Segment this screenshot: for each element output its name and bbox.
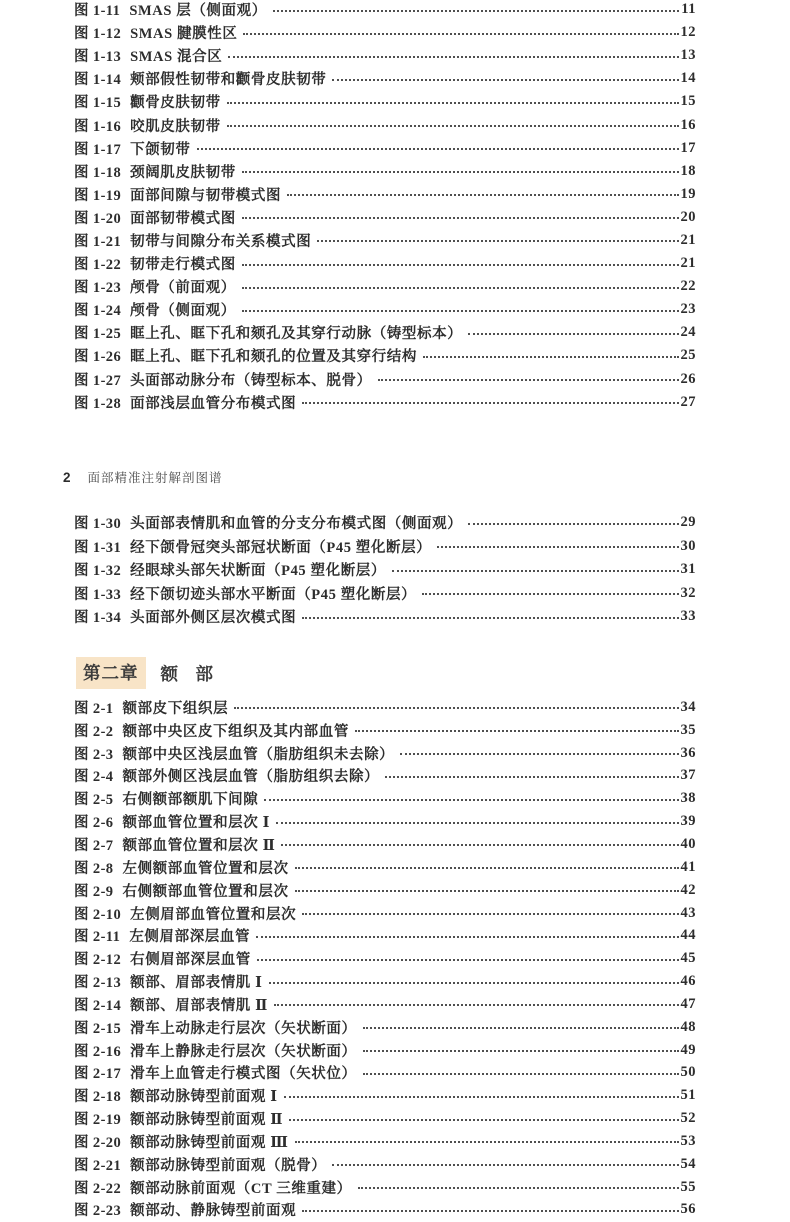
figure-label: 图 1-27 (74, 372, 122, 389)
figure-label: 图 1-11 (74, 3, 121, 20)
dot-leader (363, 1073, 679, 1075)
page-number: 25 (680, 347, 696, 364)
toc-entry (74, 1039, 696, 1062)
page-number: 56 (680, 1201, 696, 1218)
page-number: 34 (680, 698, 696, 715)
toc-entry (74, 21, 696, 44)
figure-label: 图 2-1 (74, 700, 114, 717)
toc-entry (74, 206, 696, 229)
figure-title: 头面部动脉分布（铸型标本、脱骨） (130, 372, 372, 389)
figure-label: 图 2-9 (74, 883, 114, 900)
page-number: 52 (680, 1110, 696, 1127)
figure-title: 颧骨皮肤韧带 (130, 95, 221, 112)
toc-section-chapter1-part1 (74, 0, 696, 414)
figure-label: 图 2-6 (74, 815, 114, 832)
figure-label: 图 1-17 (74, 141, 122, 158)
figure-label: 图 2-2 (74, 723, 114, 740)
page-number: 20 (680, 208, 696, 225)
dot-leader (242, 287, 679, 289)
dot-leader (287, 194, 678, 196)
figure-label: 图 2-15 (74, 1020, 122, 1037)
page-number: 53 (680, 1132, 696, 1149)
figure-label: 图 2-19 (74, 1112, 122, 1129)
dot-leader (257, 959, 679, 961)
page-number: 36 (680, 744, 696, 761)
dot-leader (242, 264, 679, 266)
dot-leader (302, 617, 678, 619)
figure-title: 右侧额部额肌下间隙 (122, 792, 259, 809)
page-number: 15 (680, 93, 696, 110)
toc-entry (74, 321, 696, 344)
page-number: 30 (680, 537, 696, 554)
dot-leader (302, 1210, 678, 1212)
toc-entry (74, 511, 696, 535)
dot-leader (363, 1027, 679, 1029)
page-number: 35 (680, 721, 696, 738)
figure-label: 图 2-23 (74, 1203, 122, 1220)
chapter-heading (76, 657, 213, 689)
figure-title: 眶上孔、眶下孔和颏孔的位置及其穿行结构 (130, 349, 418, 366)
figure-title: 经下颌切迹头部水平断面（P45 塑化断层） (130, 586, 417, 603)
toc-entry (74, 1199, 696, 1222)
page-number: 46 (680, 973, 696, 990)
figure-title: 眶上孔、眶下孔和颏孔及其穿行动脉（铸型标本） (130, 326, 463, 343)
dot-leader (355, 730, 679, 732)
figure-title: 头面部外侧区层次模式图 (130, 610, 297, 627)
page-number: 31 (680, 561, 696, 578)
page-number: 11 (681, 1, 696, 18)
toc-entry (74, 391, 696, 414)
figure-title: 颈阔肌皮肤韧带 (130, 164, 236, 181)
page-number: 18 (680, 162, 696, 179)
toc-entry (74, 535, 696, 559)
dot-leader (274, 1004, 679, 1006)
toc-entry (74, 160, 696, 183)
page-number: 38 (680, 790, 696, 807)
page-number: 16 (680, 116, 696, 133)
figure-label: 图 1-32 (74, 563, 122, 580)
figure-label: 图 1-28 (74, 395, 122, 412)
page-number: 26 (680, 370, 696, 387)
page-number: 22 (680, 278, 696, 295)
page-number: 48 (680, 1018, 696, 1035)
page-number: 55 (680, 1178, 696, 1195)
toc-entry (74, 696, 696, 719)
dot-leader (302, 913, 678, 915)
toc-entry (74, 368, 696, 391)
toc-entry (74, 1016, 696, 1039)
figure-title: 韧带与间隙分布关系模式图 (130, 233, 312, 250)
dot-leader (295, 1141, 679, 1143)
page-number: 43 (680, 904, 696, 921)
figure-title: 咬肌皮肤韧带 (130, 118, 221, 135)
dot-leader (284, 1096, 679, 1098)
figure-label: 图 1-18 (74, 164, 122, 181)
toc-entry (74, 993, 696, 1016)
chapter-title: 额 部 (160, 663, 213, 684)
header-book-title: 面部精准注射解剖图谱 (87, 471, 223, 485)
toc-entry (74, 344, 696, 367)
page-number: 37 (680, 767, 696, 784)
dot-leader (256, 936, 678, 938)
figure-label: 图 1-23 (74, 280, 122, 297)
page-number: 12 (680, 24, 696, 41)
figure-label: 图 1-33 (74, 586, 122, 603)
dot-leader (295, 890, 679, 892)
page-number: 29 (680, 514, 696, 531)
page-number: 21 (680, 231, 696, 248)
figure-label: 图 1-14 (74, 72, 122, 89)
toc-entry (74, 902, 696, 925)
dot-leader (385, 776, 678, 778)
figure-title: 额部动脉前面观（CT 三维重建） (130, 1180, 352, 1197)
toc-section-chapter1-part2 (74, 511, 696, 629)
toc-entry (74, 947, 696, 970)
toc-entry (74, 1107, 696, 1130)
dot-leader (273, 10, 679, 12)
page-number: 44 (680, 927, 696, 944)
toc-entry (74, 275, 696, 298)
page-number: 32 (680, 584, 696, 601)
toc-entry (74, 582, 696, 606)
page-number: 14 (680, 70, 696, 87)
toc-entry (74, 90, 696, 113)
page-number: 23 (680, 301, 696, 318)
figure-label: 图 1-34 (74, 610, 122, 627)
figure-label: 图 2-14 (74, 997, 122, 1014)
dot-leader (423, 356, 678, 358)
page-number: 41 (680, 858, 696, 875)
figure-label: 图 2-17 (74, 1066, 122, 1083)
page-number: 50 (680, 1064, 696, 1081)
dot-leader (358, 1187, 679, 1189)
dot-leader (468, 523, 678, 525)
page-number: 39 (680, 813, 696, 830)
figure-label: 图 1-16 (74, 118, 122, 135)
figure-label: 图 2-3 (74, 746, 114, 763)
dot-leader (227, 125, 679, 127)
toc-entry (74, 924, 696, 947)
figure-label: 图 2-16 (74, 1043, 122, 1060)
toc-entry (74, 719, 696, 742)
dot-leader (332, 79, 678, 81)
figure-label: 图 2-18 (74, 1089, 122, 1106)
figure-title: 右侧额部血管位置和层次 (122, 883, 289, 900)
toc-entry (74, 1084, 696, 1107)
figure-label: 图 1-26 (74, 349, 122, 366)
figure-title: 经下颌骨冠突头部冠状断面（P45 塑化断层） (130, 539, 432, 556)
figure-title: 额部、眉部表情肌 Ⅱ (130, 997, 268, 1014)
dot-leader (227, 102, 679, 104)
figure-label: 图 2-20 (74, 1134, 122, 1151)
toc-entry (74, 787, 696, 810)
header-page-number: 2 (63, 470, 71, 485)
figure-label: 图 1-21 (74, 233, 122, 250)
figure-title: 额部中央区皮下组织及其内部血管 (122, 723, 349, 740)
dot-leader (422, 593, 678, 595)
toc-entry (74, 183, 696, 206)
toc-entry (74, 765, 696, 788)
toc-entry (74, 1153, 696, 1176)
figure-title: 颅骨（前面观） (130, 280, 236, 297)
dot-leader (317, 240, 678, 242)
dot-leader (400, 753, 678, 755)
toc-entry (74, 298, 696, 321)
figure-title: SMAS 混合区 (130, 49, 223, 66)
dot-leader (242, 171, 679, 173)
dot-leader (437, 546, 678, 548)
dot-leader (392, 570, 679, 572)
dot-leader (269, 982, 679, 984)
figure-title: 额部血管位置和层次 Ⅱ (122, 837, 276, 854)
figure-title: 颊部假性韧带和颧骨皮肤韧带 (130, 72, 327, 89)
toc-entry (74, 67, 696, 90)
toc-entry (74, 252, 696, 275)
figure-label: 图 1-25 (74, 326, 122, 343)
figure-title: 左侧额部血管位置和层次 (122, 860, 289, 877)
toc-entry (74, 605, 696, 629)
page-number: 47 (680, 995, 696, 1012)
page-number: 21 (680, 255, 696, 272)
figure-label: 图 1-24 (74, 303, 122, 320)
figure-title: 头面部表情肌和血管的分支分布模式图（侧面观） (130, 516, 463, 533)
toc-entry (74, 1176, 696, 1199)
figure-label: 图 2-11 (74, 929, 121, 946)
figure-label: 图 2-21 (74, 1157, 122, 1174)
page-number: 24 (680, 324, 696, 341)
figure-label: 图 2-13 (74, 975, 122, 992)
page-number: 13 (680, 47, 696, 64)
figure-label: 图 2-12 (74, 952, 122, 969)
figure-title: 下颌韧带 (130, 141, 191, 158)
figure-label: 图 1-15 (74, 95, 122, 112)
page-number: 49 (680, 1041, 696, 1058)
page-number: 19 (680, 185, 696, 202)
page-number: 40 (680, 835, 696, 852)
figure-title: 左侧眉部血管位置和层次 (130, 906, 297, 923)
toc-entry (74, 1062, 696, 1085)
figure-title: 额部中央区浅层血管（脂肪组织未去除） (122, 746, 395, 763)
page-number: 54 (680, 1155, 696, 1172)
toc-entry (74, 856, 696, 879)
figure-title: 额部、眉部表情肌 Ⅰ (130, 975, 263, 992)
dot-leader (289, 1119, 678, 1121)
dot-leader (468, 333, 678, 335)
figure-title: 额部皮下组织层 (122, 700, 229, 717)
toc-entry (74, 742, 696, 765)
toc-entry (74, 558, 696, 582)
figure-title: 右侧眉部深层血管 (130, 952, 251, 969)
figure-title: 经眼球头部矢状断面（P45 塑化断层） (130, 563, 386, 580)
figure-label: 图 2-8 (74, 860, 114, 877)
dot-leader (197, 148, 679, 150)
figure-title: 滑车上静脉走行层次（矢状断面） (130, 1043, 357, 1060)
figure-title: 面部韧带模式图 (130, 210, 236, 227)
toc-entry (74, 810, 696, 833)
figure-label: 图 2-5 (74, 792, 114, 809)
dot-leader (295, 867, 679, 869)
page-number: 51 (680, 1087, 696, 1104)
figure-label: 图 2-7 (74, 837, 114, 854)
figure-label: 图 1-12 (74, 26, 122, 43)
figure-title: 额部动脉铸型前面观（脱骨） (130, 1157, 327, 1174)
figure-title: 韧带走行模式图 (130, 257, 236, 274)
figure-label: 图 1-13 (74, 49, 122, 66)
figure-label: 图 1-19 (74, 187, 122, 204)
figure-title: 左侧眉部深层血管 (129, 929, 251, 946)
dot-leader (242, 310, 679, 312)
toc-entry (74, 137, 696, 160)
figure-label: 图 2-4 (74, 769, 114, 786)
dot-leader (363, 1050, 679, 1052)
page-number: 17 (680, 139, 696, 156)
page-number: 27 (680, 393, 696, 410)
dot-leader (234, 707, 678, 709)
dot-leader (332, 1164, 678, 1166)
dot-leader (264, 799, 678, 801)
figure-title: 额部外侧区浅层血管（脂肪组织去除） (122, 769, 380, 786)
figure-title: 面部间隙与韧带模式图 (130, 187, 282, 204)
figure-title: 面部浅层血管分布模式图 (130, 395, 297, 412)
figure-title: 滑车上血管走行模式图（矢状位） (130, 1066, 357, 1083)
dot-leader (228, 56, 678, 58)
figure-title: SMAS 层（侧面观） (129, 3, 267, 20)
toc-entry (74, 879, 696, 902)
page-number: 45 (680, 950, 696, 967)
running-header (63, 468, 223, 486)
figure-title: 滑车上动脉走行层次（矢状断面） (130, 1020, 357, 1037)
dot-leader (276, 822, 679, 824)
figure-label: 图 1-30 (74, 516, 122, 533)
figure-label: 图 1-31 (74, 539, 122, 556)
figure-label: 图 2-22 (74, 1180, 122, 1197)
figure-title: 额部动脉铸型前面观 Ⅰ (130, 1089, 278, 1106)
dot-leader (243, 33, 678, 35)
page-number: 42 (680, 881, 696, 898)
figure-label: 图 1-22 (74, 257, 122, 274)
figure-label: 图 2-10 (74, 906, 122, 923)
figure-title: 额部动脉铸型前面观 Ⅱ (130, 1112, 284, 1129)
figure-title: 额部血管位置和层次 Ⅰ (122, 815, 270, 832)
figure-label: 图 1-20 (74, 210, 122, 227)
figure-title: 额部动、静脉铸型前面观 (130, 1203, 297, 1220)
figure-title: 额部动脉铸型前面观 Ⅲ (130, 1134, 289, 1151)
page-number: 33 (680, 608, 696, 625)
toc-entry (74, 229, 696, 252)
dot-leader (281, 844, 678, 846)
toc-entry (74, 44, 696, 67)
dot-leader (302, 402, 678, 404)
toc-entry (74, 0, 696, 21)
toc-entry (74, 113, 696, 136)
toc-entry (74, 833, 696, 856)
toc-section-chapter2 (74, 696, 696, 1221)
chapter-number-badge: 第二章 (76, 657, 146, 689)
toc-entry (74, 970, 696, 993)
dot-leader (242, 217, 679, 219)
dot-leader (378, 379, 679, 381)
figure-title: 颅骨（侧面观） (130, 303, 236, 320)
figure-title: SMAS 腱膜性区 (130, 26, 238, 43)
toc-entry (74, 1130, 696, 1153)
